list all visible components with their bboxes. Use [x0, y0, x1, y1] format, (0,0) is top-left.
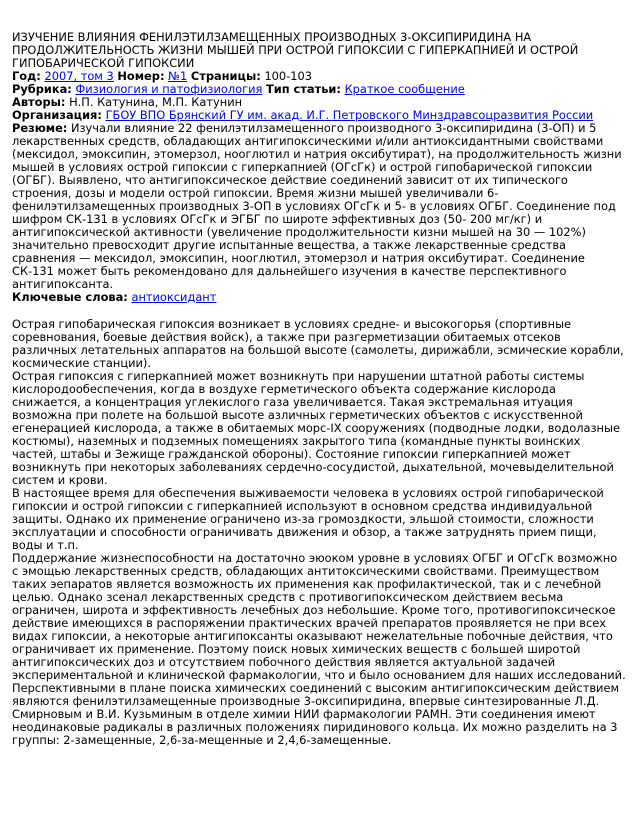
- body-paragraph: Острая гипобарическая гипоксия возникает в условиях средне- и высокогорья (спортивные соревнования, боевые действия войск), а также при разгерметизации обитаемых отсеков различных летательных аппаратов на большой высоте (самолеты, дирижабли, эсмические корабли, космические станции).: [12, 317, 624, 370]
- keywords-label: Ключевые слова:: [12, 290, 128, 304]
- summary-text: Изучали влияние 22 фенилэтилзамещенного производного 3-оксипиридина (3-ОП) и 5 лекарственных средств, обладающих антигипоксическими и/или антиоксидантными свойствами (мексидол, эмоксипин, этомерзол, нооглютил и натрия оксибутират), на продолжительность жизни мышей в условиях острой гипоксии с гиперкапнией (ОГсГк) и острой гипобарической гипоксии (ОГБГ). Выявлено, что антигипоксическое действие соединений зависит от их типического строения, дозы и модели острой гипоксии. Время жизни мышей увеличивали 6-фенилэтилзамещенных производных 3-ОП в условиях ОГсГк и 5- в условиях ОГБГ. Соединение под шифром СК-131 в условиях ОГсГк и ЭГБГ по широте эффективных доз (50- 200 мг/кг) и антигипоксической активности (увеличение продолжительности кизни мышей на 30 — 102%) значительно превосходит другие испытанные вещества, а также лекарственные средства сравнения — мексидол, эмоксипин, нооглютил, этомерзол и натрия оксибутират. Соединение СК-131 может быть рекомендовано для дальнейшего изучения в качестве перспективного антигипоксанта.: [12, 121, 622, 291]
- year-label: Год:: [12, 69, 41, 83]
- body-paragraph: Острая гипоксия с гиперкапнией может возникнуть при нарушении штатной работы системы кислородообеспечения, когда в воздухе герметического объекта содержание кислорода снижается, а концентрация углекислого газа увеличивается. Такая экстремальная итуация возможна при полете на большой высоте азличных герметических объектов с искусственной егенерацией кислорода, а также в обитаемых морс-IX сооружениях (подводные лодки, водолазные костюмы), наземных и подземных помещениях закрытого типа (командные пункты воинских частей, штабы и Зежище гражданской обороны). Состояние гипоксии гиперкапнией может возникнуть при некоторых заболеваниях сердечно-сосудистой, дыхательной, мочевыделительной систем и крови.: [12, 369, 620, 487]
- type-label: Тип статьи:: [265, 82, 341, 96]
- type-link[interactable]: Краткое сообщение: [344, 82, 465, 96]
- pages-label: Страницы:: [190, 69, 261, 83]
- pages-value: 100-103: [264, 69, 313, 83]
- issue-link[interactable]: №1: [168, 69, 188, 83]
- article-title: ИЗУЧЕНИЕ ВЛИЯНИЯ ФЕНИЛЭТИЛЗАМЕЩЕННЫХ ПРОИЗВОДНЫХ 3-ОКСИПИРИДИНА НА ПРОДОЛЖИТЕЛЬНОСТЬ ЖИЗНИ МЫШЕЙ ПРИ ОСТРОЙ ГИПОКСИИ С ГИПЕРКАПНИЕЙ И ОСТРОЙ ГИПОБАРИЧЕСКОЙ ГИПОКСИИ: [12, 30, 579, 70]
- org-link[interactable]: ГБОУ ВПО Брянский ГУ им. акад. И.Г. Петровского Минздравсоцразвития России: [105, 108, 594, 122]
- body-paragraph: В настоящее время для обеспечения выживаемости человека в условиях острой гипобарической гипоксии и острой гипоксии с гиперкапнией используют в основном средства индивидуальной защиты. Однако их применение ограничено из-за громоздкости, эльшой стоимости, сложности эксплуатации и способности ограничивать движения и обзор, а также затруднять прием пищи, воды и т.п.: [12, 486, 604, 552]
- authors-label: Авторы:: [12, 95, 66, 109]
- section-gap: [12, 304, 626, 318]
- rubric-label: Рубрика:: [12, 82, 72, 96]
- keyword-link[interactable]: антиоксидант: [131, 290, 217, 304]
- summary-label: Резюме:: [12, 121, 68, 135]
- abstract: [12, 122, 626, 291]
- keywords-line: [12, 291, 626, 304]
- body-paragraph: Поддержание жизнеспособности на достаточно эюоком уровне в условиях ОГБГ и ОГсГк возможно с эмощью лекарственных средств, обладающих антитоксическими свойствами. Преимуществом таких эепаратов является возможность их применения как профилактической, так и с лечебной целью. Однако зсенал лекарственных средств с противогипоксическом действием весьма ограничен, широта и эффективность лечебных доз небольшие. Кроме того, противогипоксическое действие имеющихся в распоряжении практических врачей препаратов проявляется не при всех видах гипоксии, а некоторые антигипоксанты оказывают нежелательные побочные действия, что ограничивает их применение. Поэтому поиск новых химических веществ с большей широтой антигипоксических доз и отсутствием побочного действия является актуальной задачей экспериментальной и клинической фармакологии, что и было основанием для наших исследований.: [12, 551, 626, 682]
- rubric-link[interactable]: Физиология и патофизиология: [75, 82, 263, 96]
- article-body: [12, 318, 626, 747]
- org-label: Организация:: [12, 108, 102, 122]
- issue-label: Номер:: [117, 69, 165, 83]
- body-paragraph: Перспективными в плане поиска химических соединений с высоким антигипоксическим действием являются фенилэтилзамещенные производные 3-оксипиридина, впервые синтезированные Л.Д. Смирновым и В.И. Кузьминым в отделе химии НИИ фармакологии РАМН. Эти соединения имеют неодинаковые радикалы в различных положениях пиридинового кольца. Их можно разделить на 3 группы: 2-замещенные, 2,6-за-мещенные и 2,4,6-замещенные.: [12, 681, 620, 747]
- authors-value: Н.П. Катунина, М.П. Катунин: [69, 95, 243, 109]
- year-link[interactable]: 2007, том 3: [44, 69, 114, 83]
